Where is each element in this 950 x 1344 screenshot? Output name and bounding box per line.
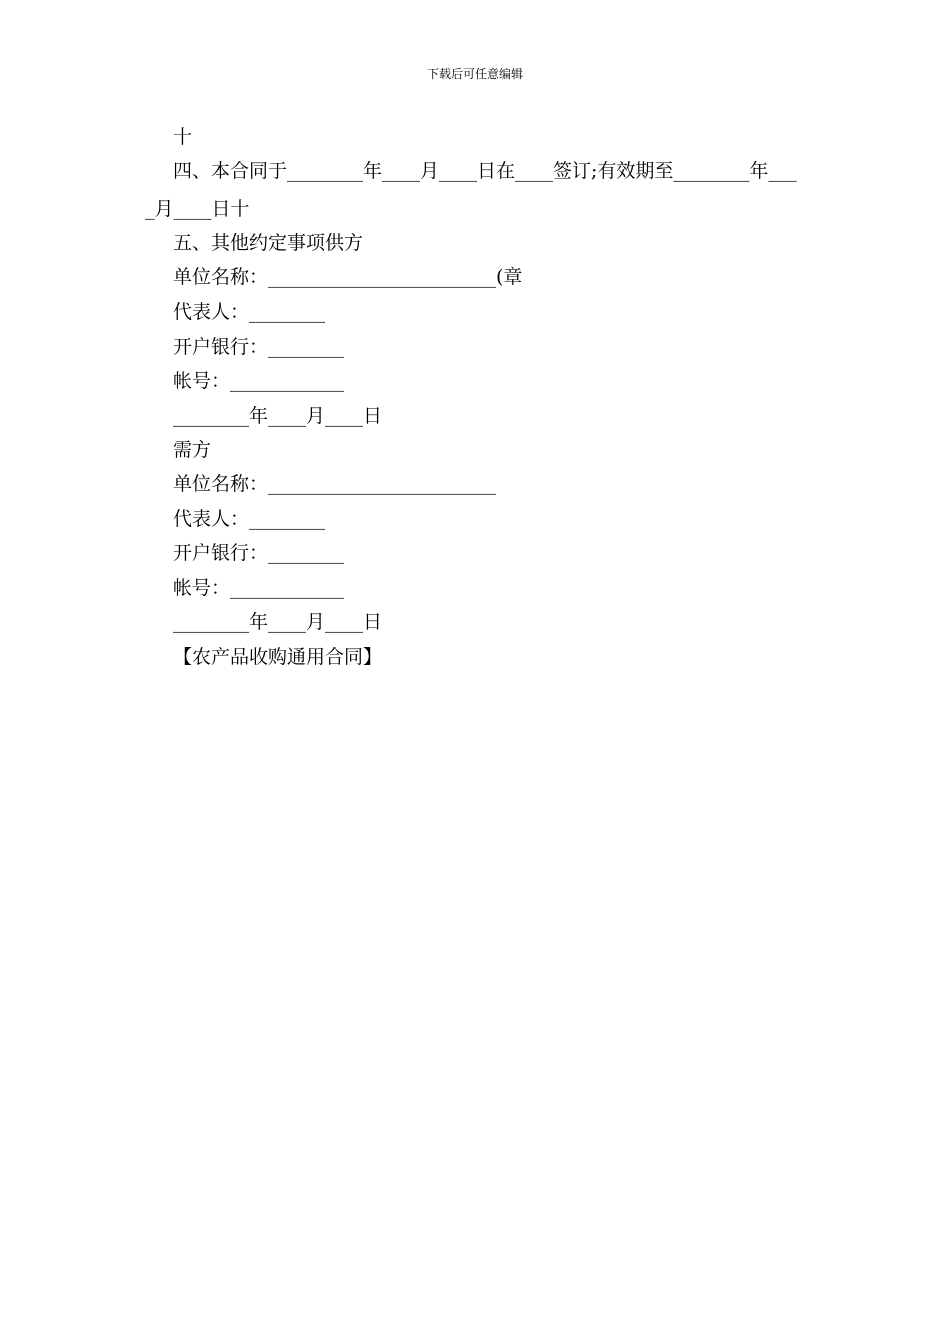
supplier-account: 帐号：____________ [173,370,345,392]
buyer-bank: 开户银行：________ [173,542,345,564]
clause-continuation: 十 [173,126,193,148]
page-header: 下载后可任意编辑 [426,67,523,81]
clause-four-signing-date: 四、本合同于________年____月____日在____签订;有效期至________年___ [173,160,797,182]
supplier-bank: 开户银行：________ [173,336,345,358]
supplier-representative: 代表人：________ [173,301,326,323]
buyer-representative: 代表人：________ [173,508,326,530]
document-title-tag: 【农产品收购通用合同】 [173,646,383,668]
supplier-date: ________年____月____日 [173,405,383,427]
clause-four-validity-end: _月____日十 [145,198,250,220]
clause-five-supplier-heading: 五、其他约定事项供方 [173,232,364,254]
buyer-date: ________年____月____日 [173,611,383,633]
buyer-unit-name: 单位名称：________________________ [173,473,497,495]
supplier-unit-name: 单位名称：________________________(章 [173,266,523,288]
buyer-heading: 需方 [173,439,212,461]
buyer-account: 帐号：____________ [173,577,345,599]
